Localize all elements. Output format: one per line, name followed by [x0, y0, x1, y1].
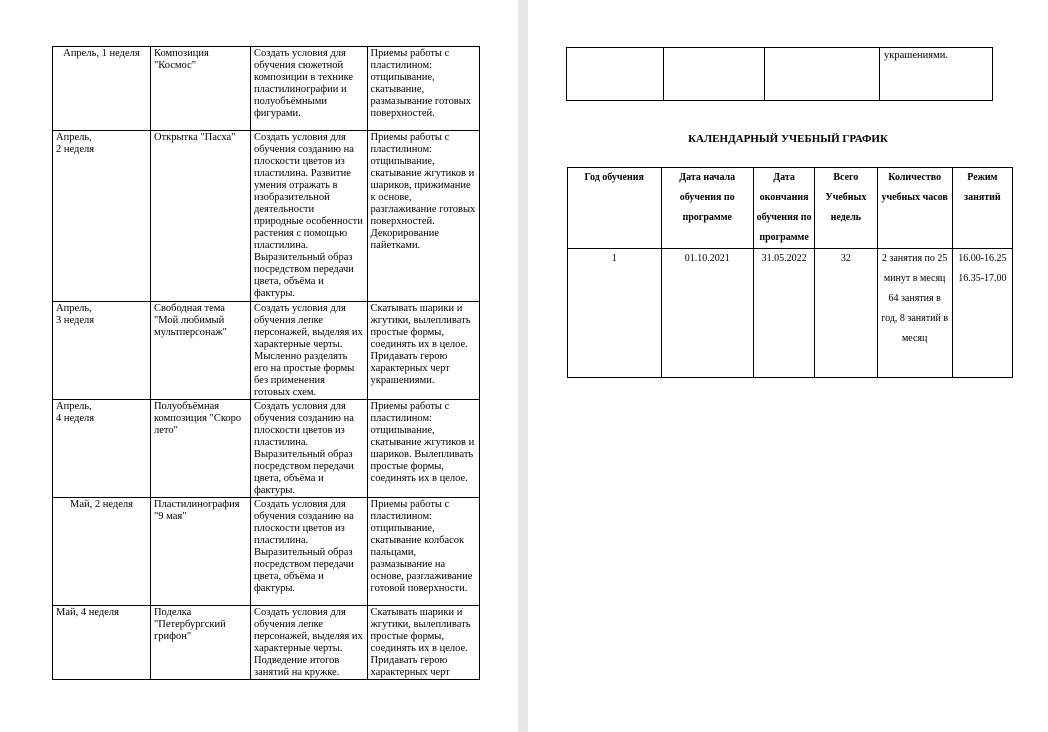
- lesson-goal: Создать условия для обучения созданию на плоскости цветов из пластилина. Развитие умения отражать в изобразительной деятельности природные особенности растения с помощью пластилина. Выразительный образ посредством передачи цвета, объёма и фактуры.: [251, 131, 368, 302]
- lesson-topic: Композиция "Космос": [150, 47, 250, 131]
- cell-hours: 2 занятия по 25 минут в месяц 64 занятия в год, 8 занятий в месяц: [877, 249, 952, 378]
- lesson-date: Апрель, 1 неделя: [53, 47, 151, 131]
- lesson-goal: Создать условия для обучения лепке персонажей, выделяя их характерные черты. Подведение итогов занятий на кружке.: [251, 606, 368, 680]
- cell-end-date: 31.05.2022: [753, 249, 814, 378]
- lesson-date: Май, 4 неделя: [53, 606, 151, 680]
- table-row: [53, 400, 480, 498]
- lesson-goal: Создать условия для обучения сюжетной композиции в технике пластилинографии и полуобъёмными фигурами.: [251, 47, 368, 131]
- document-page-left: [0, 0, 518, 732]
- lesson-methods: Приемы работы с пластилином: отщипывание, скатывание колбасок пальцами, размазывание на основе, разглаживание готовой поверхности.: [367, 498, 479, 606]
- lesson-goal: Создать условия для обучения созданию на плоскости цветов из пластилина. Выразительный образ посредством передачи цвета, объёма и фактуры.: [251, 400, 368, 498]
- lesson-methods: Приемы работы с пластилином: отщипывание, скатывание, размазывание готовых поверхностей.: [367, 47, 479, 131]
- schedule-row: [568, 249, 1013, 378]
- lesson-plan-table: [52, 46, 480, 680]
- cell-weeks: 32: [815, 249, 877, 378]
- header-weeks: Всего Учебных недель: [815, 168, 877, 249]
- table-row: [53, 302, 480, 400]
- lesson-methods: Приемы работы с пластилином: отщипывание, скатывание жгутиков и шариков, прижимание к основе, разглаживание готовых поверхностей. Декорирование пайетками.: [367, 131, 479, 302]
- header-start-date: Дата начала обучения по программе: [661, 168, 753, 249]
- cell-year: 1: [568, 249, 662, 378]
- lesson-goal: Создать условия для обучения лепке персонажей, выделяя их характерные черты. Мысленно разделять его на простые формы без применения готовых схем.: [251, 302, 368, 400]
- lesson-methods: Скатывать шарики и жгутики, вылепливать простые формы, соединять их в целое. Придавать герою характерных черт: [367, 606, 479, 680]
- lesson-date: Апрель, 3 неделя: [53, 302, 151, 400]
- lesson-goal: Создать условия для обучения созданию на плоскости цветов из пластилина. Выразительный образ посредством передачи цвета, объёма и фактуры.: [251, 498, 368, 606]
- header-end-date: Дата окончания обучения по программе: [753, 168, 814, 249]
- lesson-methods: Скатывать шарики и жгутики, вылепливать простые формы, соединять их в целое. Придавать герою характерных черт украшениями.: [367, 302, 479, 400]
- lesson-date: Апрель, 2 неделя: [53, 131, 151, 302]
- lesson-date: Май, 2 неделя: [53, 498, 151, 606]
- schedule-header-row: [568, 168, 1013, 249]
- schedule-title: КАЛЕНДАРНЫЙ УЧЕБНЫЙ ГРАФИК: [688, 133, 888, 145]
- lesson-methods: Приемы работы с пластилином: отщипывание, скатывание жгутиков и шариков. Вылепливать простые формы, соединять их в целое.: [367, 400, 479, 498]
- lesson-topic: Поделка "Петербургский грифон": [150, 606, 250, 680]
- lesson-topic: Пластилинография "9 мая": [150, 498, 250, 606]
- table-row: [567, 48, 993, 101]
- table-row: [53, 606, 480, 680]
- table-row: [53, 47, 480, 131]
- cell-mode: 16.00-16.25 16.35-17.00: [952, 249, 1012, 378]
- cell-start-date: 01.10.2021: [661, 249, 753, 378]
- lesson-topic: Полуобъёмная композиция "Скоро лето": [150, 400, 250, 498]
- lesson-plan-continuation-table: [566, 47, 993, 101]
- schedule-table: [567, 167, 1013, 378]
- lesson-topic: Открытка "Пасха": [150, 131, 250, 302]
- header-year: Год обучения: [568, 168, 662, 249]
- empty-cell: [765, 48, 880, 101]
- lesson-date: Апрель, 4 неделя: [53, 400, 151, 498]
- empty-cell: [664, 48, 765, 101]
- empty-cell: [567, 48, 664, 101]
- table-row: [53, 498, 480, 606]
- header-mode: Режим занятий: [952, 168, 1012, 249]
- header-hours: Количество учебных часов: [877, 168, 952, 249]
- table-row: [53, 131, 480, 302]
- lesson-methods: украшениями.: [880, 48, 993, 101]
- lesson-topic: Свободная тема "Мой любимый мультперсонаж": [150, 302, 250, 400]
- document-page-right: [528, 0, 1048, 732]
